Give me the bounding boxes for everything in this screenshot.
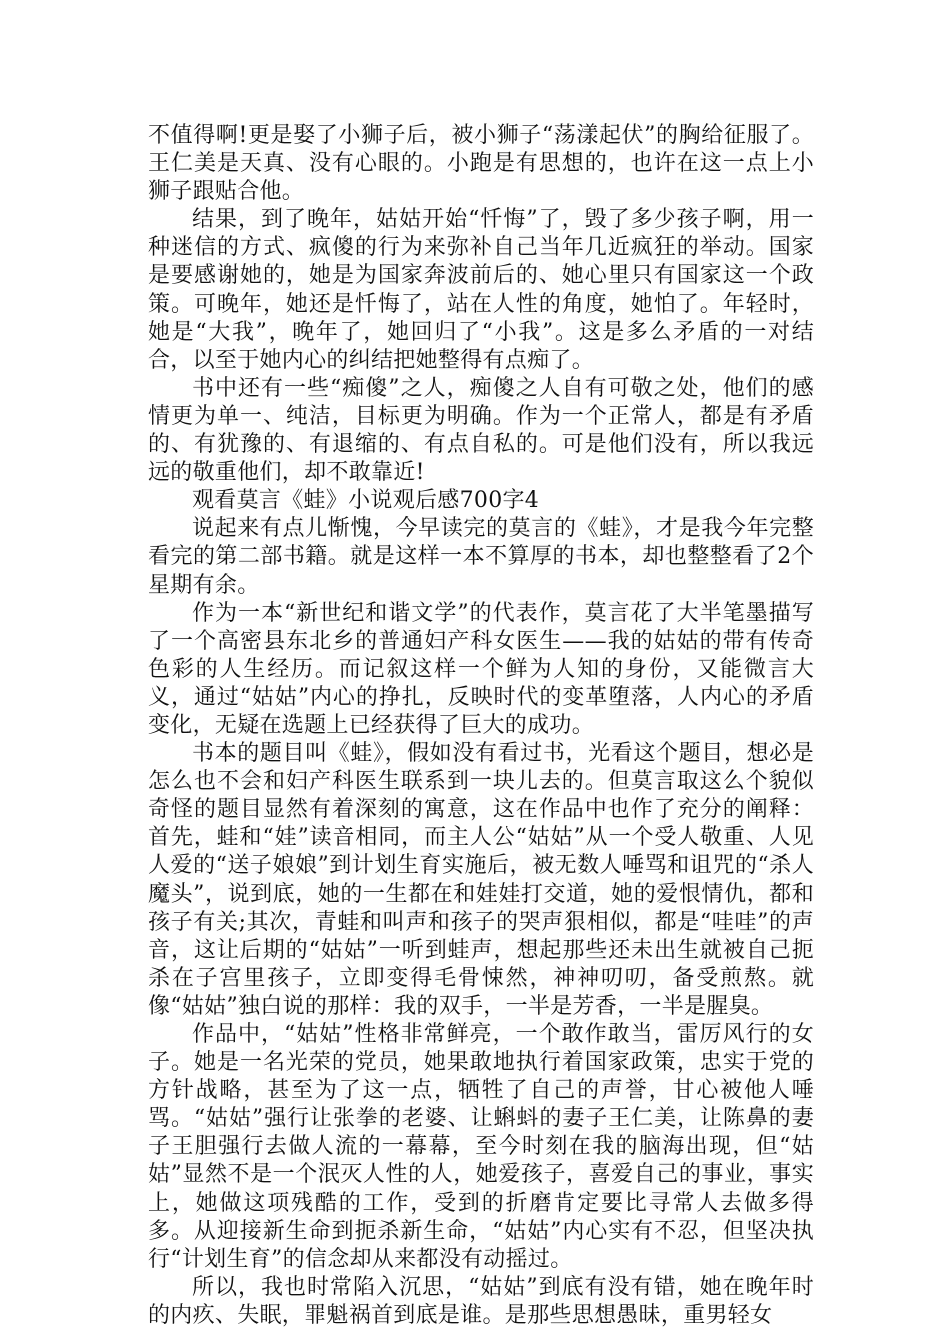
document-page: [148, 122, 814, 1330]
section-heading: 观看莫言《蛙》小说观后感700字4: [192, 488, 540, 514]
paragraph-3: 书中还有一些“痴傻”之人，痴傻之人自有可敬之处，他们的感情更为单一、纯洁，目标更为明确。作为一个正常人，都是有矛盾的、有犹豫的、有退缩的、有点自私的。可是他们没有，所以我远远的敬重他们，却不敢靠近!: [148, 375, 814, 486]
paragraph-6: 书本的题目叫《蛙》，假如没有看过书，光看这个题目，想必是怎么也不会和妇产科医生联系到一块儿去的。但莫言取这么个貌似奇怪的题目显然有着深刻的寓意，这在作品中也作了充分的阐释：首先，蛙和“娃”读音相同，而主人公“姑姑”从一个受人敬重、人见人爱的“送子娘娘”到计划生育实施后，被无数人唾骂和诅咒的“杀人魔头”，说到底，她的一生都在和娃娃打交道，她的爱恨情仇，都和孩子有关;其次，青蛙和叫声和孩子的哭声狠相似，都是“哇哇”的声音，这让后期的“姑姑”一听到蛙声，想起那些还未出生就被自己扼杀在子宫里孩子，立即变得毛骨悚然，神神叨叨，备受煎熬。就像“姑姑”独白说的那样：我的双手，一半是芳香，一半是腥臭。: [148, 741, 814, 1019]
paragraph-1: 不值得啊!更是娶了小狮子后，被小狮子“荡漾起伏”的胸给征服了。王仁美是天真、没有心眼的。小跑是有思想的，也许在这一点上小狮子跟贴合他。: [148, 123, 814, 205]
paragraph-2: 结果，到了晚年，姑姑开始“忏悔”了，毁了多少孩子啊，用一种迷信的方式、疯傻的行为来弥补自己当年几近疯狂的举动。国家是要感谢她的，她是为国家奔波前后的、她心里只有国家这一个政策。可晚年，她还是忏悔了，站在人性的角度，她怕了。年轻时，她是“大我”，晚年了，她回归了“小我”。这是多么矛盾的一对结合，以至于她内心的纠结把她整得有点痴了。: [148, 207, 814, 373]
paragraph-5: 作为一本“新世纪和谐文学”的代表作，莫言花了大半笔墨描写了一个高密县东北乡的普通妇产科女医生——我的姑姑的带有传奇色彩的人生经历。而记叙这样一个鲜为人知的身份，又能微言大义，通过“姑姑”内心的挣扎，反映时代的变革堕落，人内心的矛盾变化，无疑在选题上已经获得了巨大的成功。: [148, 600, 814, 738]
paragraph-4: 说起来有点儿惭愧，今早读完的莫言的《蛙》，才是我今年完整看完的第二部书籍。就是这样一本不算厚的书本，却也整整看了2个星期有余。: [148, 516, 814, 598]
paragraph-7: 作品中，“姑姑”性格非常鲜亮，一个敢作敢当，雷厉风行的女子。她是一名光荣的党员，她果敢地执行着国家政策，忠实于党的方针战略，甚至为了这一点，牺牲了自己的声誉，甘心被他人唾骂。“姑姑”强行让张拳的老婆、让蝌蚪的妻子王仁美，让陈鼻的妻子王胆强行去做人流的一幕幕，至今时刻在我的脑海出现，但“姑姑”显然不是一个泯灭人性的人，她爱孩子，喜爱自己的事业，事实上，她做这项残酷的工作，受到的折磨肯定要比寻常人去做多得多。从迎接新生命到扼杀新生命，“姑姑”内心实有不忍，但坚决执行“计划生育”的信念却从来都没有动摇过。: [148, 1022, 814, 1272]
paragraph-8: 所以，我也时常陷入沉思，“姑姑”到底有没有错，她在晚年时的内疚、失眠，罪魁祸首到底是谁。是那些思想愚昧，重男轻女: [148, 1274, 814, 1328]
